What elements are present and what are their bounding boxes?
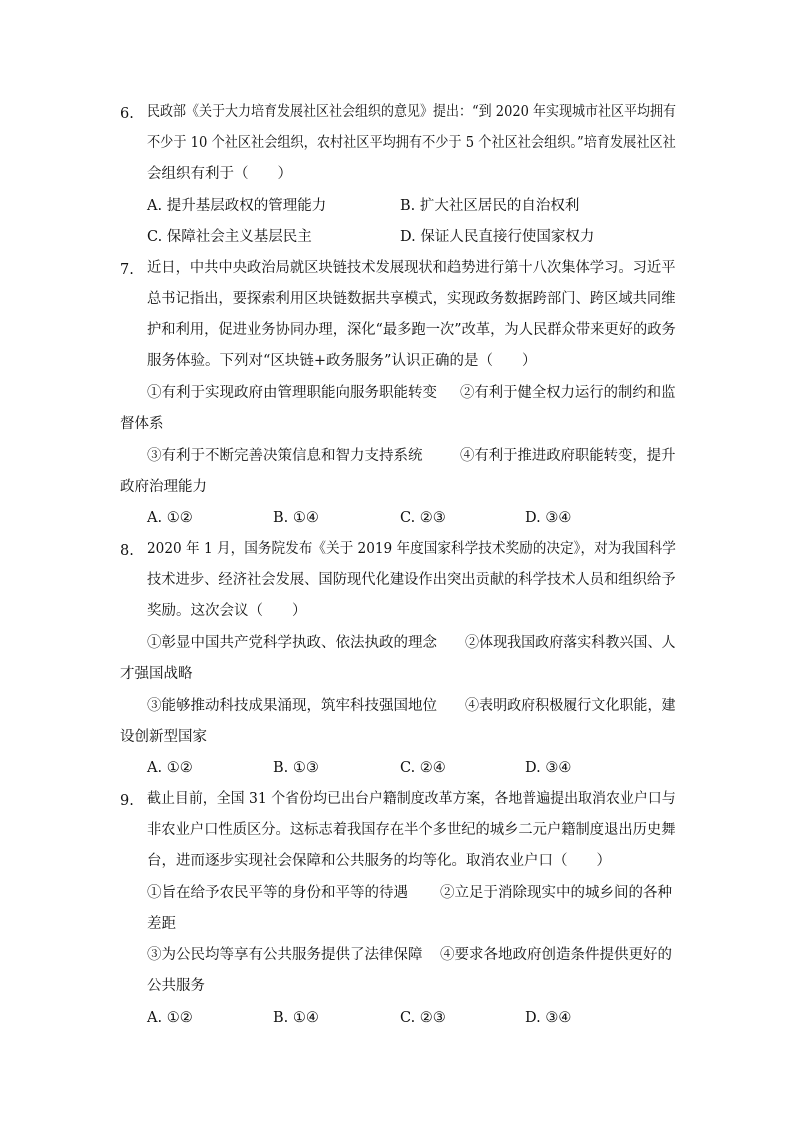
statement-4-cont: 设创新型国家 xyxy=(120,729,207,745)
question-stem-line: 截止目前，全国 31 个省份均已出台户籍制度改革方案，各地普遍提出取消农业户口与 xyxy=(147,791,676,807)
statement-2: ②立足于消除现实中的城乡间的各种 xyxy=(440,885,672,901)
option-d: D. ③④ xyxy=(525,510,572,526)
question-stem-line: 奖励。这次会议（ ） xyxy=(147,603,307,619)
statement-2: ②体现我国政府落实科教兴国、人 xyxy=(465,635,676,651)
question-stem-line: 台，进而逐步实现社会保障和公共服务的均等化。取消农业户口（ ） xyxy=(147,853,611,869)
statement-3: ③能够推动科技成果涌现，筑牢科技强国地位 xyxy=(147,698,437,714)
question-stem-line: 不少于 10 个社区社会组织，农村社区平均拥有不少于 5 个社区社会组织。”培育发展社区社 xyxy=(147,135,676,151)
question-stem-line: 技术进步、经济社会发展、国防现代化建设作出突出贡献的科学技术人员和组织给予 xyxy=(147,572,676,588)
option-c: C. ②③ xyxy=(400,510,446,526)
statement-1: ①有利于实现政府由管理职能向服务职能转变 xyxy=(147,385,437,401)
question-stem-line: 近日，中共中央政治局就区块链技术发展现状和趋势进行第十八次集体学习。习近平 xyxy=(147,260,676,276)
question-stem-line: 非农业户口性质区分。这标志着我国存在半个多世纪的城乡二元户籍制度退出历史舞 xyxy=(147,822,676,838)
question-stem-line: 护和利用，促进业务协同办理，深化“最多跑一次”改革，为人民群众带来更好的政务 xyxy=(147,322,676,338)
option-a: A. 提升基层政权的管理能力 xyxy=(147,198,327,214)
option-c: C. 保障社会主义基层民主 xyxy=(147,229,312,245)
option-a: A. ①② xyxy=(147,1010,193,1026)
statement-3: ③有利于不断完善决策信息和智力支持系统 xyxy=(147,448,423,464)
question-stem-line: 民政部《关于大力培育发展社区社会组织的意见》提出：“到 2020 年实现城市社区平均拥有 xyxy=(147,104,677,120)
statement-3: ③为公民均等享有公共服务提供了法律保障 xyxy=(147,947,423,963)
option-a: A. ①② xyxy=(147,760,193,776)
statement-4: ④有利于推进政府职能转变，提升 xyxy=(460,448,676,464)
option-d: D. ③④ xyxy=(525,1010,572,1026)
statement-4: ④表明政府积极履行文化职能，建 xyxy=(465,698,676,714)
statement-1: ①彰显中国共产党科学执政、依法执政的理念 xyxy=(147,635,437,651)
statement-2-cont: 才强国战略 xyxy=(120,666,193,682)
option-b: B. ①④ xyxy=(273,510,319,526)
statement-4-cont: 公共服务 xyxy=(147,978,205,994)
option-c: C. ②③ xyxy=(400,1010,446,1026)
question-number: 7. xyxy=(120,262,134,278)
question-stem-line: 服务体验。下列对“区块链+政务服务”认识正确的是（ ） xyxy=(147,353,537,369)
statement-1: ①旨在给予农民平等的身份和平等的待遇 xyxy=(147,885,408,901)
option-b: B. ①④ xyxy=(273,1010,319,1026)
option-d: D. 保证人民直接行使国家权力 xyxy=(400,229,595,245)
question-stem-line: 总书记指出，要探索利用区块链数据共享模式，实现政务数据跨部门、跨区域共同维 xyxy=(147,291,676,307)
option-d: D. ③④ xyxy=(525,760,572,776)
question-stem-line: 2020 年 1 月，国务院发布《关于 2019 年度国家科学技术奖励的决定》，对为我国科学 xyxy=(147,541,676,557)
statement-2-cont: 督体系 xyxy=(120,416,164,432)
option-b: B. 扩大社区居民的自治权利 xyxy=(400,198,580,214)
option-a: A. ①② xyxy=(147,510,193,526)
question-number: 9. xyxy=(120,793,134,809)
statement-2: ②有利于健全权力运行的制约和监 xyxy=(460,385,676,401)
statement-4: ④要求各地政府创造条件提供更好的 xyxy=(440,947,672,963)
option-c: C. ②④ xyxy=(400,760,446,776)
question-stem-line: 会组织有利于（ ） xyxy=(147,166,292,182)
question-number: 8. xyxy=(120,543,134,559)
statement-2-cont: 差距 xyxy=(147,916,176,932)
option-b: B. ①③ xyxy=(273,760,319,776)
statement-4-cont: 政府治理能力 xyxy=(120,479,207,495)
question-number: 6. xyxy=(120,106,134,122)
